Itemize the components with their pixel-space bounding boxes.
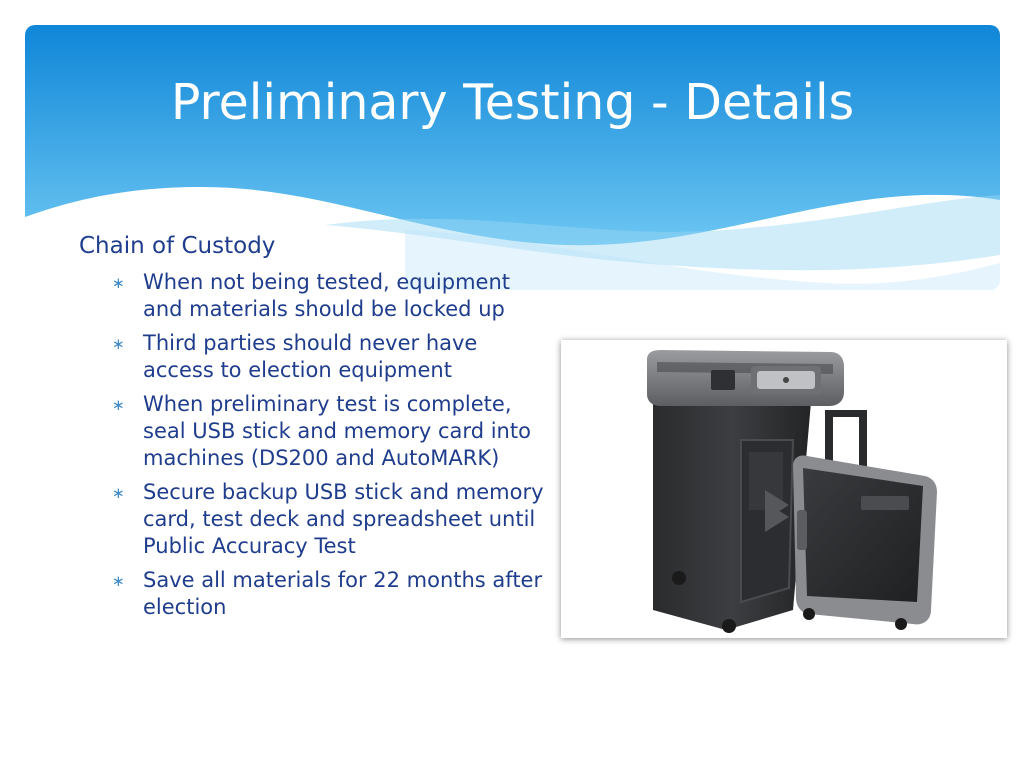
voting-machine-illustration bbox=[561, 340, 1007, 638]
asterisk-bullet-icon: ∗ bbox=[112, 395, 125, 414]
list-item bbox=[112, 479, 549, 560]
bullet-text: When not being tested, equipment and materials should be locked up bbox=[143, 269, 511, 321]
bullet-text: When preliminary test is complete, seal USB stick and memory card into machines (DS200 and AutoMARK) bbox=[143, 391, 531, 470]
list-item bbox=[112, 567, 549, 621]
slide-title: Preliminary Testing - Details bbox=[170, 74, 855, 131]
list-item bbox=[112, 391, 549, 472]
asterisk-bullet-icon: ∗ bbox=[112, 483, 125, 502]
bullet-text: Third parties should never have access to election equipment bbox=[143, 330, 478, 382]
list-item bbox=[112, 269, 549, 323]
list-item bbox=[112, 330, 549, 384]
asterisk-bullet-icon: ∗ bbox=[112, 571, 125, 590]
asterisk-bullet-icon: ∗ bbox=[112, 273, 125, 292]
bullet-text: Secure backup USB stick and memory card, test deck and spreadsheet until Public Accuracy Test bbox=[143, 479, 544, 558]
equipment-photo bbox=[561, 340, 1007, 638]
asterisk-bullet-icon: ∗ bbox=[112, 334, 125, 353]
slide-content bbox=[79, 233, 549, 628]
section-heading: Chain of Custody bbox=[79, 233, 276, 259]
bullet-list bbox=[79, 269, 549, 621]
bullet-text: Save all materials for 22 months after election bbox=[143, 567, 543, 619]
